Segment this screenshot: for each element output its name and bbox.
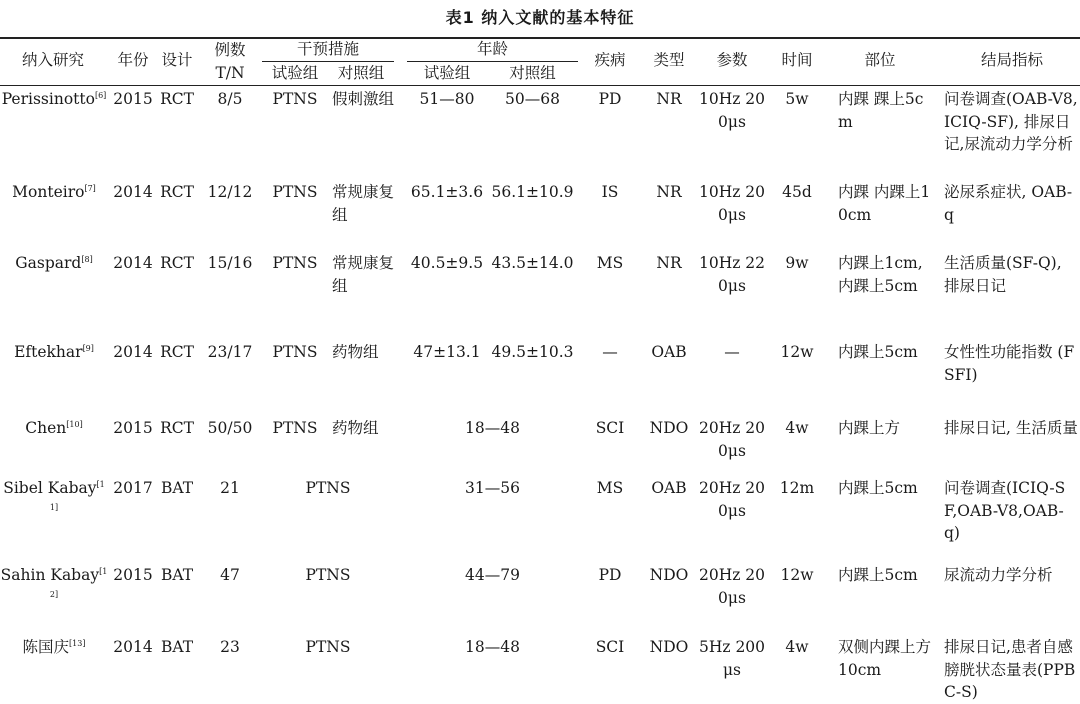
row-6-int-all: PTNS <box>305 479 351 497</box>
row-2-duration: 45d <box>782 183 812 201</box>
row-5-disease: SCI <box>595 419 625 437</box>
row-6-n: 21 <box>220 479 240 497</box>
row-4-age-ctrl: 49.5±10.3 <box>491 343 574 361</box>
row-4-duration: 12w <box>780 343 814 361</box>
row-3-int-exp: PTNS <box>272 254 318 272</box>
row-7-outcome: 尿流动力学分析 <box>944 566 1053 584</box>
row-5-site: 内踝上方 <box>838 419 901 437</box>
row-2-params: 10Hz 200μs <box>698 183 766 224</box>
row-2-design: RCT <box>160 183 194 201</box>
row-4-age-exp: 47±13.1 <box>413 343 481 361</box>
row-7-type: NDO <box>649 566 689 584</box>
row-7-study <box>0 564 108 609</box>
row-6-disease: MS <box>596 479 624 497</box>
row-5-int-exp: PTNS <box>272 419 318 437</box>
reference-mark: [10] <box>66 420 83 429</box>
row-1-year: 2015 <box>113 90 153 108</box>
row-5-n: 50/50 <box>207 419 253 437</box>
row-1-duration: 5w <box>785 90 809 108</box>
reference-mark: [12] <box>49 567 108 599</box>
row-5-study <box>0 417 108 440</box>
row-4-type: OAB <box>651 343 687 361</box>
row-8-year: 2014 <box>113 638 153 656</box>
row-3-site: 内踝上1cm, 内踝上5cm <box>838 254 923 295</box>
row-5-type: NDO <box>649 419 689 437</box>
study-name: Sahin Kabay <box>0 566 100 584</box>
row-7-duration: 12w <box>780 566 814 584</box>
row-3-duration: 9w <box>785 254 809 272</box>
row-8-n: 23 <box>220 638 240 656</box>
row-2-outcome: 泌尿系症状, OAB-q <box>944 183 1073 224</box>
row-4-study <box>0 341 108 364</box>
header-intervention: 干预措施 <box>296 40 359 58</box>
row-5-year: 2015 <box>113 419 153 437</box>
row-4-params: — <box>724 343 740 361</box>
header-age-exp: 试验组 <box>423 64 471 82</box>
study-name: 陈国庆 <box>22 638 70 656</box>
study-name: Eftekhar <box>14 343 83 361</box>
row-3-age-exp: 40.5±9.5 <box>410 254 484 272</box>
row-3-disease: MS <box>596 254 624 272</box>
row-3-type: NR <box>656 254 682 272</box>
row-4-outcome: 女性性功能指数 (FSFI) <box>944 343 1075 384</box>
row-4-int-ctrl: 药物组 <box>332 343 379 361</box>
study-name: Chen <box>25 419 67 437</box>
row-7-site: 内踝上5cm <box>838 566 918 584</box>
row-6-age-all: 31—56 <box>465 479 520 497</box>
row-5-age-all: 18—48 <box>465 419 520 437</box>
row-5-outcome: 排尿日记, 生活质量 <box>944 419 1078 437</box>
row-8-design: BAT <box>160 638 194 656</box>
row-7-n: 47 <box>220 566 240 584</box>
row-6-params: 20Hz 200μs <box>698 479 766 520</box>
table-title: 表1 纳入文献的基本特征 <box>445 8 635 27</box>
row-1-outcome: 问卷调查(OAB-V8,ICIQ-SF), 排尿日记,尿流动力学分析 <box>944 90 1078 153</box>
row-2-int-exp: PTNS <box>272 183 318 201</box>
study-name: Gaspard <box>15 254 82 272</box>
row-2-int-ctrl: 常规康复组 <box>332 183 395 224</box>
row-4-disease: — <box>602 343 618 361</box>
reference-mark: [8] <box>81 255 93 264</box>
row-2-type: NR <box>656 183 682 201</box>
row-5-design: RCT <box>160 419 194 437</box>
header-type: 类型 <box>653 51 685 69</box>
header-intervention-ctrl: 对照组 <box>337 64 385 82</box>
header-n-top: 例数 <box>214 41 246 59</box>
row-3-n: 15/16 <box>207 254 253 272</box>
row-8-params: 5Hz 200μs <box>698 638 766 679</box>
row-6-year: 2017 <box>113 479 153 497</box>
row-8-outcome: 排尿日记,患者自感膀胱状态量表(PPBC-S) <box>944 638 1076 701</box>
row-4-site: 内踝上5cm <box>838 343 918 361</box>
row-8-int-all: PTNS <box>305 638 351 656</box>
row-3-study <box>0 252 108 275</box>
row-2-age-ctrl: 56.1±10.9 <box>491 183 574 201</box>
row-8-duration: 4w <box>785 638 809 656</box>
study-name: Monteiro <box>12 183 85 201</box>
row-1-site: 内踝 踝上5cm <box>838 90 924 131</box>
row-6-study <box>0 477 108 522</box>
header-params: 参数 <box>716 51 748 69</box>
row-4-int-exp: PTNS <box>272 343 318 361</box>
row-2-disease: IS <box>601 183 619 201</box>
header-intervention-exp: 试验组 <box>271 64 319 82</box>
row-2-year: 2014 <box>113 183 153 201</box>
header-design: 设计 <box>161 51 193 69</box>
header-age-ctrl: 对照组 <box>509 64 556 82</box>
row-4-year: 2014 <box>113 343 153 361</box>
reference-mark: [13] <box>69 639 86 648</box>
study-name: Sibel Kabay <box>3 479 97 497</box>
row-1-params: 10Hz 200μs <box>698 90 766 131</box>
row-2-age-exp: 65.1±3.6 <box>410 183 484 201</box>
row-5-params: 20Hz 200μs <box>698 419 766 460</box>
row-3-outcome: 生活质量(SF-Q), 排尿日记 <box>944 254 1062 295</box>
header-study: 纳入研究 <box>21 51 84 69</box>
row-8-disease: SCI <box>595 638 625 656</box>
row-3-int-ctrl: 常规康复组 <box>332 254 395 295</box>
study-name: Perissinotto <box>1 90 95 108</box>
row-7-age-all: 44—79 <box>465 566 520 584</box>
row-1-study <box>0 88 108 111</box>
row-5-duration: 4w <box>785 419 809 437</box>
row-6-site: 内踝上5cm <box>838 479 918 497</box>
header-outcome: 结局指标 <box>980 51 1043 69</box>
row-3-year: 2014 <box>113 254 153 272</box>
header-bottom-rule <box>0 85 1080 86</box>
row-2-n: 12/12 <box>207 183 253 201</box>
header-duration: 时间 <box>781 51 813 69</box>
row-3-params: 10Hz 220μs <box>698 254 766 295</box>
row-1-int-exp: PTNS <box>272 90 318 108</box>
row-1-type: NR <box>656 90 682 108</box>
row-2-study <box>0 181 108 204</box>
reference-mark: [9] <box>82 344 94 353</box>
header-year: 年份 <box>117 51 149 69</box>
row-1-n: 8/5 <box>217 90 243 108</box>
reference-mark: [7] <box>84 184 96 193</box>
row-3-age-ctrl: 43.5±14.0 <box>491 254 574 272</box>
row-1-design: RCT <box>160 90 194 108</box>
row-5-int-ctrl: 药物组 <box>332 419 379 437</box>
row-8-site: 双侧内踝上方10cm <box>838 638 932 679</box>
row-8-age-all: 18—48 <box>465 638 520 656</box>
row-7-design: BAT <box>160 566 194 584</box>
header-site: 部位 <box>864 51 896 69</box>
row-1-int-ctrl: 假刺激组 <box>332 90 395 108</box>
reference-mark: [6] <box>94 91 107 100</box>
header-age: 年龄 <box>476 40 508 58</box>
row-1-age-exp: 51—80 <box>419 90 475 108</box>
row-7-params: 20Hz 200μs <box>698 566 766 607</box>
row-1-disease: PD <box>598 90 622 108</box>
row-7-year: 2015 <box>113 566 153 584</box>
row-6-outcome: 问卷调查(ICIQ-SF,OAB-V8,OAB-q) <box>944 479 1066 542</box>
header-disease: 疾病 <box>594 51 626 69</box>
row-7-int-all: PTNS <box>305 566 351 584</box>
row-8-study <box>0 636 108 659</box>
header-n-bottom: T/N <box>215 64 245 82</box>
row-6-design: BAT <box>160 479 194 497</box>
row-6-duration: 12m <box>779 479 815 497</box>
reference-mark: [11] <box>49 480 105 512</box>
row-7-disease: PD <box>598 566 622 584</box>
row-4-design: RCT <box>160 343 194 361</box>
row-8-type: NDO <box>649 638 689 656</box>
row-2-site: 内踝 内踝上10cm <box>838 183 931 224</box>
row-6-type: OAB <box>651 479 687 497</box>
row-4-n: 23/17 <box>207 343 253 361</box>
row-3-design: RCT <box>160 254 194 272</box>
row-1-age-ctrl: 50—68 <box>505 90 560 108</box>
